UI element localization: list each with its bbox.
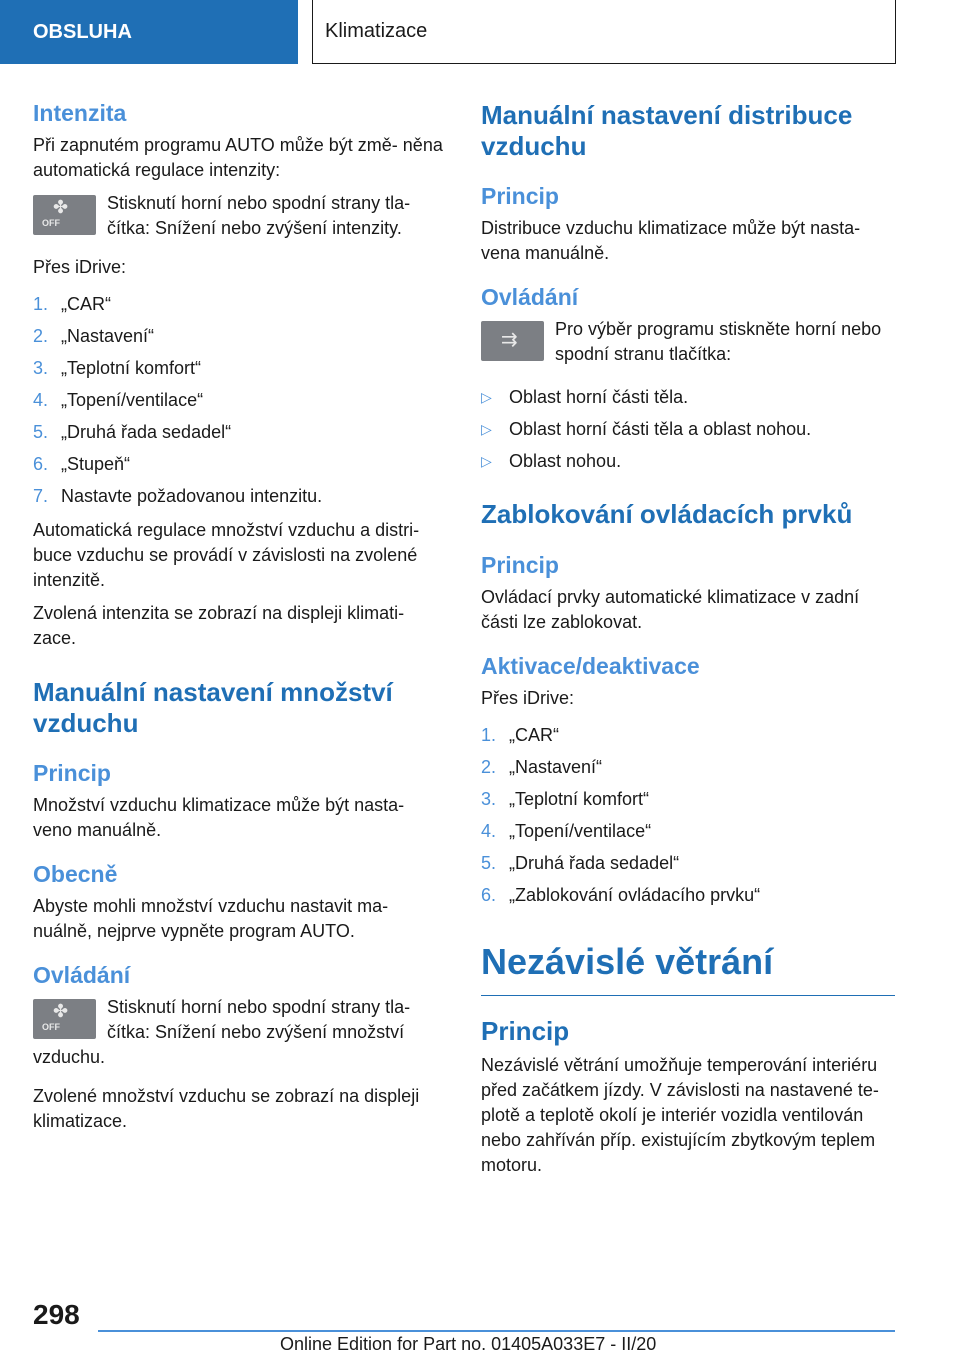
distribuce-options (481, 381, 895, 477)
left-column (33, 100, 443, 1152)
step-text: „Druhá řada sedadel“ (61, 422, 232, 442)
intenzita-para-2: Automatická regulace množství vzduchu a distri‐ buce vzduchu se provádí v závislosti na zvolené intenzitě. (33, 520, 420, 590)
list-item (481, 719, 895, 751)
step-number: 4. (33, 390, 49, 410)
intenzita-intro: Při zapnutém programu AUTO může být změ‐ něna automatická regulace intenzity: (33, 135, 443, 180)
section-zablokovani (481, 499, 895, 911)
step-number: 2. (481, 757, 497, 778)
step-text: „CAR“ (509, 725, 559, 746)
step-text: „Topení/ventilace“ (509, 821, 652, 842)
air-distribution-icon: ⇉ (501, 329, 518, 352)
step-number: 4. (481, 821, 497, 842)
step-text: „Teplotní komfort“ (61, 358, 202, 378)
distribuce-ovladani-heading: Ovládání (481, 284, 579, 311)
triangle-bullet-icon: ▷ (481, 389, 492, 406)
intenzita-icon-row (33, 191, 443, 241)
list-item (33, 352, 443, 384)
list-item (481, 413, 895, 445)
mnozstvi-princip-text: Množství vzduchu klimatizace může být nasta‐ veno manuálně. (33, 795, 405, 841)
step-number: 6. (33, 454, 49, 474)
step-text: „Zablokování ovládacího prvku“ (509, 885, 761, 906)
step-text: „Stupeň“ (61, 454, 131, 474)
intenzita-steps (33, 288, 443, 512)
bullet-text: Oblast nohou. (509, 451, 622, 472)
section-vetrani (481, 941, 895, 1178)
mnozstvi-princip-heading: Princip (33, 760, 111, 787)
distribuce-icon-row (481, 317, 895, 367)
air-distribution-button-icon (481, 321, 544, 361)
intenzita-idrive: Přes iDrive: (33, 257, 127, 277)
step-number: 1. (33, 294, 49, 314)
mnozstvi-obecne-text: Abyste mohli množství vzduchu nastavit ma‐ nuálně, nejprve vypněte program AUTO. (33, 896, 389, 942)
list-item (481, 783, 895, 815)
step-number: 3. (33, 358, 49, 378)
section-distribuce (481, 100, 895, 477)
right-column (481, 100, 895, 1196)
step-number: 5. (481, 853, 497, 874)
zablokovani-princip-text: Ovládací prvky automatické klimatizace v zadní části lze zablokovat. (481, 587, 860, 633)
mnozstvi-heading: Manuální nastavení množství vzduchu (33, 677, 393, 738)
step-number: 5. (33, 422, 49, 442)
mnozstvi-icon-text: Stisknutí horní nebo spodní strany tla‐ čítka: Snížení nebo zvýšení množství vzduchu. (33, 997, 411, 1068)
fan-icon: ✤ (53, 1001, 69, 1022)
footer-divider (98, 1330, 895, 1332)
list-item (481, 751, 895, 783)
step-number: 2. (33, 326, 49, 346)
zablokovani-steps (481, 719, 895, 911)
step-text: „Nastavení“ (509, 757, 603, 778)
section-tab (0, 0, 298, 64)
distribuce-heading: Manuální nastavení distribuce vzduchu (481, 100, 853, 161)
step-number: 7. (33, 486, 49, 506)
step-text: „Teplotní komfort“ (509, 789, 650, 810)
mnozstvi-end-text: Zvolené množství vzduchu se zobrazí na displeji klimatizace. (33, 1086, 420, 1132)
intenzita-para-3: Zvolená intenzita se zobrazí na displeji klimati‐ zace. (33, 603, 405, 648)
triangle-bullet-icon: ▷ (481, 421, 492, 438)
bullet-text: Oblast horní části těla. (509, 387, 689, 408)
list-item (33, 384, 443, 416)
page-number: 298 (33, 1299, 80, 1330)
chapter-header (312, 0, 896, 64)
list-item (481, 815, 895, 847)
list-item (481, 847, 895, 879)
section-title: OBSLUHA (33, 20, 132, 43)
step-text: „CAR“ (61, 294, 111, 314)
distribuce-princip-text: Distribuce vzduchu klimatizace může být nasta‐ vena manuálně. (481, 218, 861, 264)
step-text: „Nastavení“ (61, 326, 155, 346)
footer-edition: Online Edition for Part no. 01405A033E7 - II/20 (280, 1334, 657, 1354)
step-number: 1. (481, 725, 497, 746)
distribuce-princip-heading: Princip (481, 183, 559, 210)
distribuce-icon-text: Pro výběr programu stiskněte horní nebo spodní stranu tlačítka: (555, 319, 882, 365)
mnozstvi-icon-row (33, 995, 443, 1070)
intenzita-heading: Intenzita (33, 100, 127, 126)
list-item (481, 445, 895, 477)
step-number: 3. (481, 789, 497, 810)
step-text: Nastavte požadovanou intenzitu. (61, 486, 323, 506)
section-mnozstvi (33, 677, 443, 1134)
chapter-title: Klimatizace (325, 20, 428, 42)
section-intenzita (33, 100, 443, 651)
vetrani-princip-heading: Princip (481, 1016, 570, 1047)
off-label: OFF (42, 218, 60, 228)
list-item (481, 879, 895, 911)
triangle-bullet-icon: ▷ (481, 453, 492, 470)
step-number: 6. (481, 885, 497, 906)
list-item (33, 480, 443, 512)
mnozstvi-ovladani-heading: Ovládání (33, 962, 131, 989)
zablokovani-idrive: Přes iDrive: (481, 688, 575, 709)
zablokovani-aktivace-heading: Aktivace/deaktivace (481, 653, 700, 680)
list-item (481, 381, 895, 413)
vetrani-heading: Nezávislé větrání (481, 941, 895, 996)
list-item (33, 448, 443, 480)
intenzita-icon-text: Stisknutí horní nebo spodní strany tla‐ čítka: Snížení nebo zvýšení intenzity. (107, 193, 411, 238)
step-text: „Topení/ventilace“ (61, 390, 204, 410)
zablokovani-princip-heading: Princip (481, 552, 559, 579)
list-item (33, 416, 443, 448)
mnozstvi-obecne-heading: Obecně (33, 861, 118, 888)
vetrani-princip-text: Nezávislé větrání umožňuje temperování interiéru před začátkem jízdy. V závislosti na nastavené te‐ plotě a teplotě okolí je interiér vozidla ventilován nebo zahříván příp. existujícím zbytkovým teplem motoru. (481, 1055, 879, 1176)
off-label: OFF (42, 1022, 60, 1033)
bullet-text: Oblast horní části těla a oblast nohou. (509, 419, 812, 440)
step-text: „Druhá řada sedadel“ (509, 853, 680, 874)
fan-off-button-icon (33, 195, 96, 235)
zablokovani-heading: Zablokování ovládacích prvků (481, 499, 853, 530)
list-item (33, 320, 443, 352)
fan-icon: ✤ (53, 197, 69, 217)
fan-off-button-icon (33, 999, 96, 1039)
list-item (33, 288, 443, 320)
